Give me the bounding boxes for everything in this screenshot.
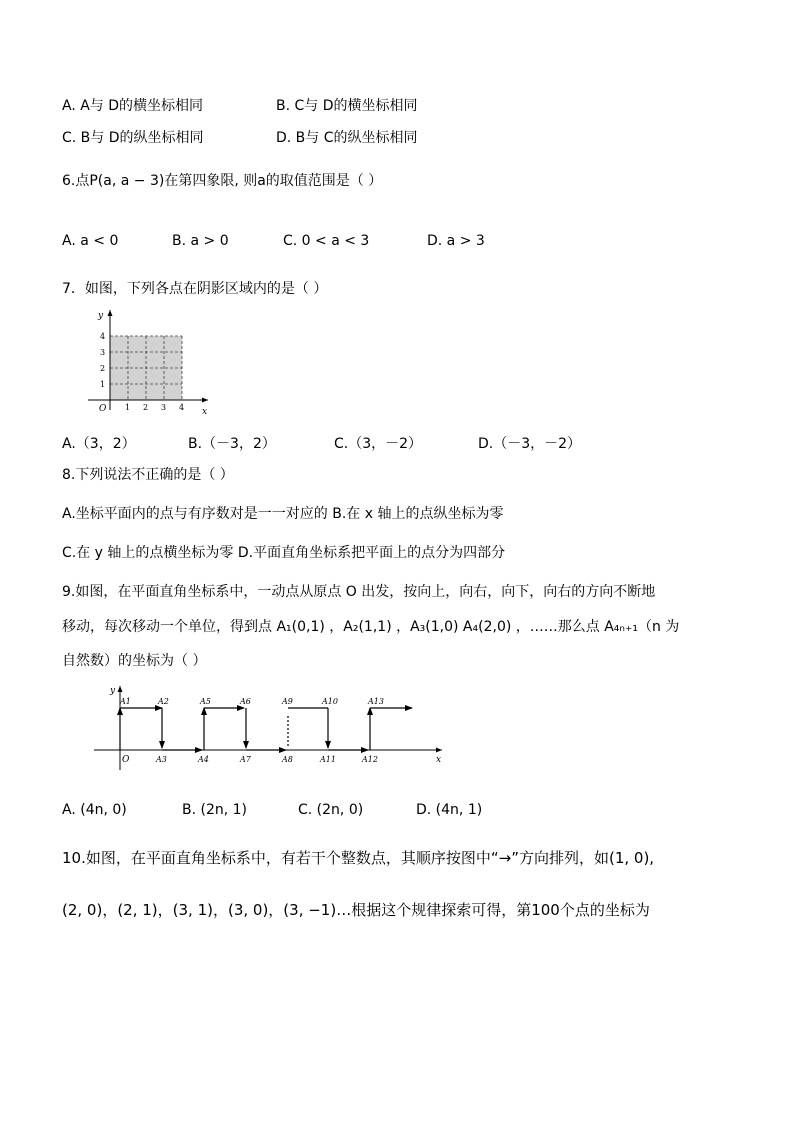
q9-option-d: D. (4n, 1)	[416, 802, 483, 818]
y-tick-1: 1	[100, 380, 106, 389]
y-axis-label: y	[110, 686, 116, 696]
x-tick-4: 4	[179, 403, 185, 412]
origin-label: O	[99, 404, 107, 414]
q6-option-c: C. 0 < a < 3	[283, 233, 370, 249]
x-axis-arrow	[202, 398, 208, 403]
label-a4: A4	[198, 755, 209, 764]
label-a11: A11	[320, 755, 336, 764]
x-axis-label: x	[436, 755, 442, 765]
label-a8: A8	[282, 755, 293, 764]
x-tick-1: 1	[125, 403, 131, 412]
x-axis-arrow	[436, 748, 442, 753]
q6-option-b: B. a > 0	[172, 233, 229, 249]
origin-label: O	[122, 755, 130, 765]
q7-option-b: B.（－3，2）	[188, 436, 276, 452]
q7-figure	[84, 306, 224, 421]
q9-stem-line1: 9.如图，在平面直角坐标系中，一动点从原点 O 出发，按向上，向右，向下，向右的方向不断地	[62, 584, 656, 600]
q5-option-c: C. B与 D的纵坐标相同	[62, 130, 204, 146]
y-axis-arrow	[108, 310, 113, 316]
label-a10: A10	[322, 697, 338, 706]
q6-option-a: A. a < 0	[62, 233, 119, 249]
q9-option-b: B. (2n, 1)	[182, 802, 248, 818]
q10-stem-line2: (2, 0)，(2, 1)，(3, 1)，(3, 0)，(3, −1)…根据这个规律探索可得，第100个点的坐标为	[62, 901, 650, 919]
q5-option-b: B. C与 D的横坐标相同	[276, 98, 418, 114]
label-a9: A9	[282, 697, 293, 706]
q9-option-a: A. (4n, 0)	[62, 802, 127, 818]
q6-stem: 6.点P(a, a − 3)在第四象限, 则a的取值范围是（ ）	[62, 173, 383, 189]
q8-options-line1: A.坐标平面内的点与有序数对是一一对应的 B.在 x 轴上的点纵坐标为零	[62, 506, 504, 522]
q8-options-line2: C.在 y 轴上的点横坐标为零 D.平面直角坐标系把平面上的点分为四部分	[62, 545, 506, 561]
q7-option-d: D.（－3，－2）	[478, 436, 582, 452]
q5-option-a: A. A与 D的横坐标相同	[62, 98, 204, 114]
y-axis-label: y	[98, 311, 104, 321]
q6-option-d: D. a > 3	[427, 233, 485, 249]
label-a2: A2	[158, 697, 169, 706]
label-a7: A7	[240, 755, 251, 764]
q10-stem-line1: 10.如图，在平面直角坐标系中，有若干个整数点，其顺序按图中“→”方向排列，如(1, 0),	[62, 849, 655, 867]
q7-stem: 7．如图，下列各点在阴影区域内的是（ ）	[62, 281, 328, 297]
label-a13: A13	[368, 697, 384, 706]
q5-option-d: D. B与 C的纵坐标相同	[276, 130, 418, 146]
label-a6: A6	[240, 697, 251, 706]
label-a1: A1	[120, 697, 131, 706]
label-a5: A5	[200, 697, 211, 706]
q7-option-c: C.（3，－2）	[334, 436, 423, 452]
x-tick-3: 3	[161, 403, 167, 412]
x-tick-2: 2	[143, 403, 149, 412]
y-tick-2: 2	[100, 364, 106, 373]
y-tick-4: 4	[100, 332, 106, 341]
label-a3: A3	[156, 755, 167, 764]
x-axis-label: x	[202, 407, 208, 417]
q9-stem-line3: 自然数）的坐标为（ ）	[62, 653, 207, 669]
q7-option-a: A.（3，2）	[62, 436, 136, 452]
q8-stem: 8.下列说法不正确的是（ ）	[62, 467, 234, 483]
q9-option-c: C. (2n, 0)	[298, 802, 364, 818]
label-a12: A12	[362, 755, 378, 764]
y-axis-arrow	[118, 686, 123, 692]
y-tick-3: 3	[100, 348, 106, 357]
q9-figure	[92, 682, 452, 772]
q9-stem-line2: 移动，每次移动一个单位，得到点 A₁(0,1) ，A₂(1,1) ，A₃(1,0) A₄(2,0) ，……那么点 A₄ₙ₊₁（n 为	[62, 619, 680, 635]
